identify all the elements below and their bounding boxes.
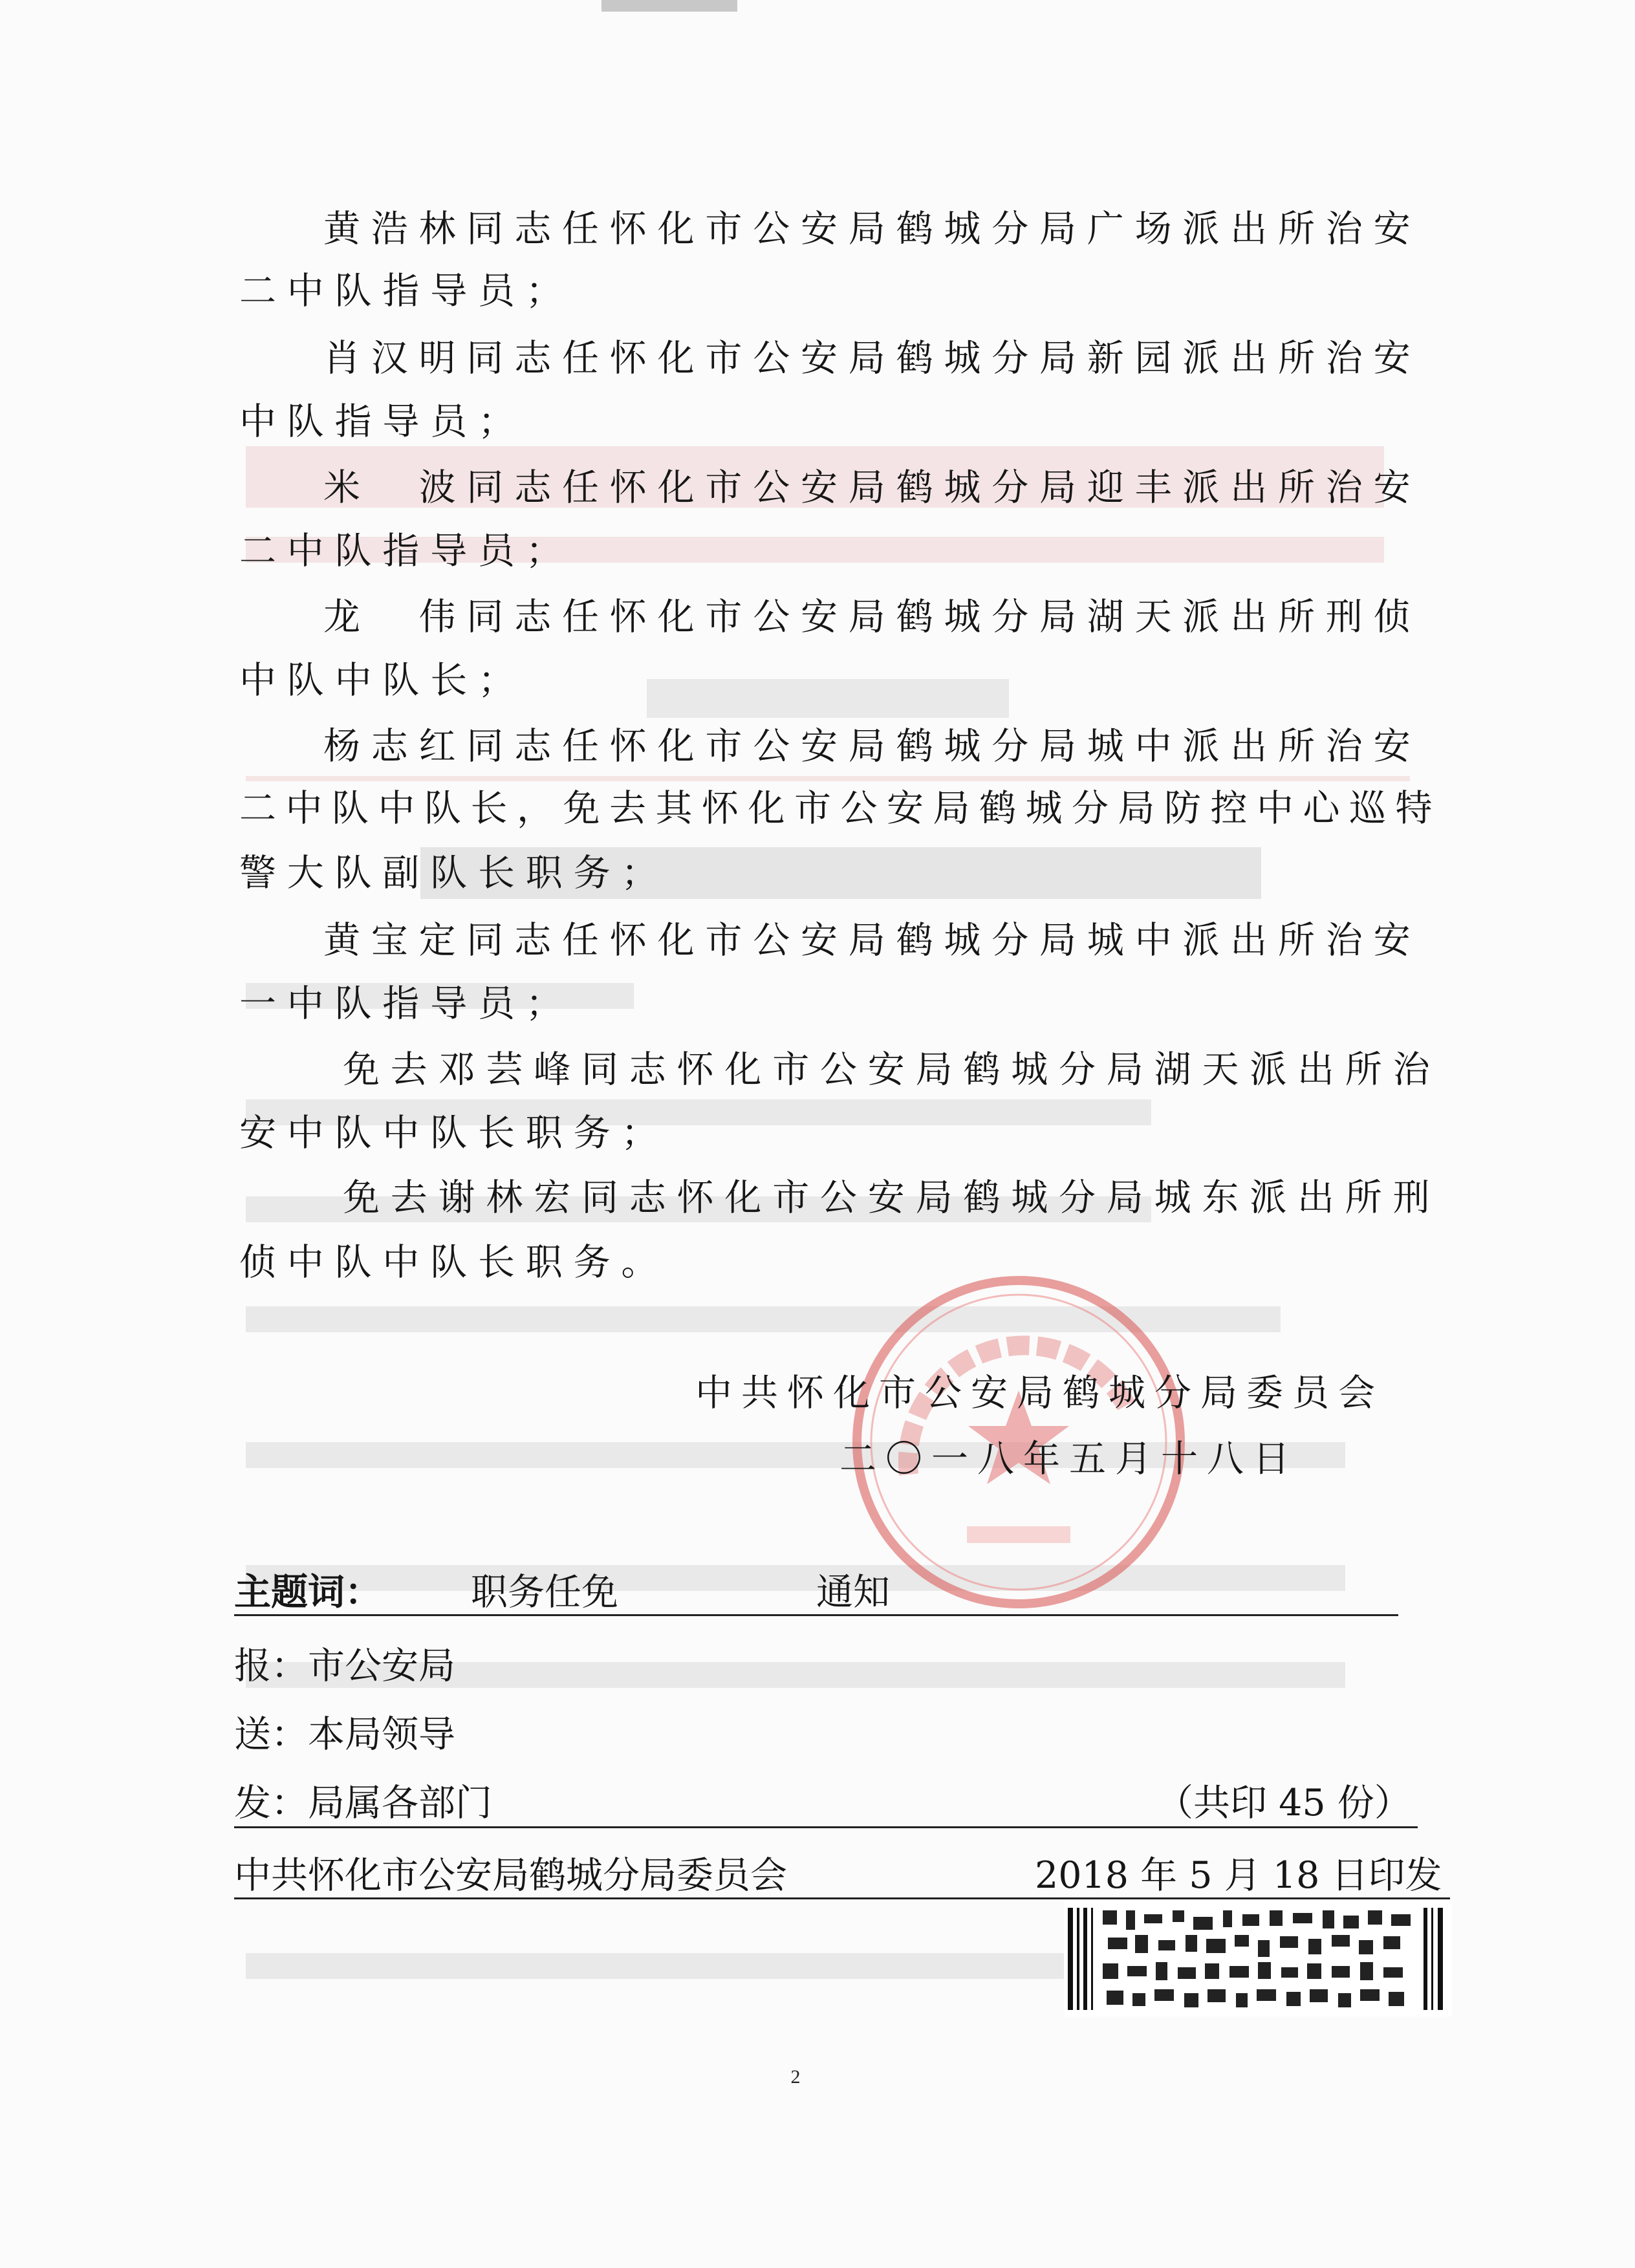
send-to: 送：本局领导 bbox=[234, 1713, 455, 1756]
report-to: 报：市公安局 bbox=[234, 1645, 455, 1687]
body-line-2: 二中队指导员； bbox=[239, 270, 574, 312]
issue-date: 2018 年 5 月 18 日印发 bbox=[1035, 1854, 1442, 1897]
body-line-11: 警大队副队长职务； bbox=[239, 852, 669, 894]
body-line-7: 龙 伟同志任怀化市公安局鹤城分局湖天派出所刑侦 bbox=[323, 596, 1422, 638]
subject-word-job-appointment: 职务任免 bbox=[471, 1571, 618, 1614]
body-line-9: 杨志红同志任怀化市公安局鹤城分局城中派出所治安 bbox=[323, 725, 1422, 768]
body-line-5: 米 波同志任怀化市公安局鹤城分局迎丰派出所治安 bbox=[323, 466, 1422, 509]
body-line-8: 中队中队长； bbox=[239, 659, 526, 702]
scan-edge-mark bbox=[601, 0, 737, 12]
signature-date: 二〇一八年五月十八日 bbox=[839, 1438, 1299, 1480]
body-line-1: 黄浩林同志任怀化市公安局鹤城分局广场派出所治安 bbox=[323, 208, 1422, 250]
signature-organization: 中共怀化市公安局鹤城分局委员会 bbox=[695, 1372, 1384, 1414]
page-number: 2 bbox=[790, 2066, 801, 2088]
subject-underline bbox=[234, 1614, 1398, 1616]
subject-label: 主题词： bbox=[234, 1571, 382, 1614]
body-line-14: 免去邓芸峰同志怀化市公安局鹤城分局湖天派出所治 bbox=[343, 1048, 1441, 1091]
distribution-underline bbox=[234, 1826, 1418, 1828]
body-line-6: 二中队指导员； bbox=[239, 530, 574, 572]
subject-word-notice: 通知 bbox=[816, 1571, 890, 1614]
body-line-16: 免去谢林宏同志怀化市公安局鹤城分局城东派出所刑 bbox=[343, 1176, 1441, 1219]
body-line-13: 一中队指导员； bbox=[239, 982, 574, 1025]
copies-count: （共印 45 份） bbox=[1156, 1782, 1411, 1824]
document-barcode bbox=[1064, 1901, 1452, 2016]
body-line-3: 肖汉明同志任怀化市公安局鹤城分局新园派出所治安 bbox=[323, 337, 1422, 380]
distribute-to: 发：局属各部门 bbox=[234, 1782, 492, 1824]
body-line-12: 黄宝定同志任怀化市公安局鹤城分局城中派出所治安 bbox=[323, 919, 1422, 962]
body-line-4: 中队指导员； bbox=[239, 400, 526, 443]
body-line-15: 安中队中队长职务； bbox=[239, 1112, 669, 1154]
issuer-underline bbox=[234, 1897, 1450, 1899]
issuer: 中共怀化市公安局鹤城分局委员会 bbox=[234, 1854, 787, 1897]
body-line-17: 侦中队中队长职务。 bbox=[239, 1241, 669, 1284]
body-line-10: 二中队中队长，免去其怀化市公安局鹤城分局防控中心巡特 bbox=[239, 787, 1442, 830]
